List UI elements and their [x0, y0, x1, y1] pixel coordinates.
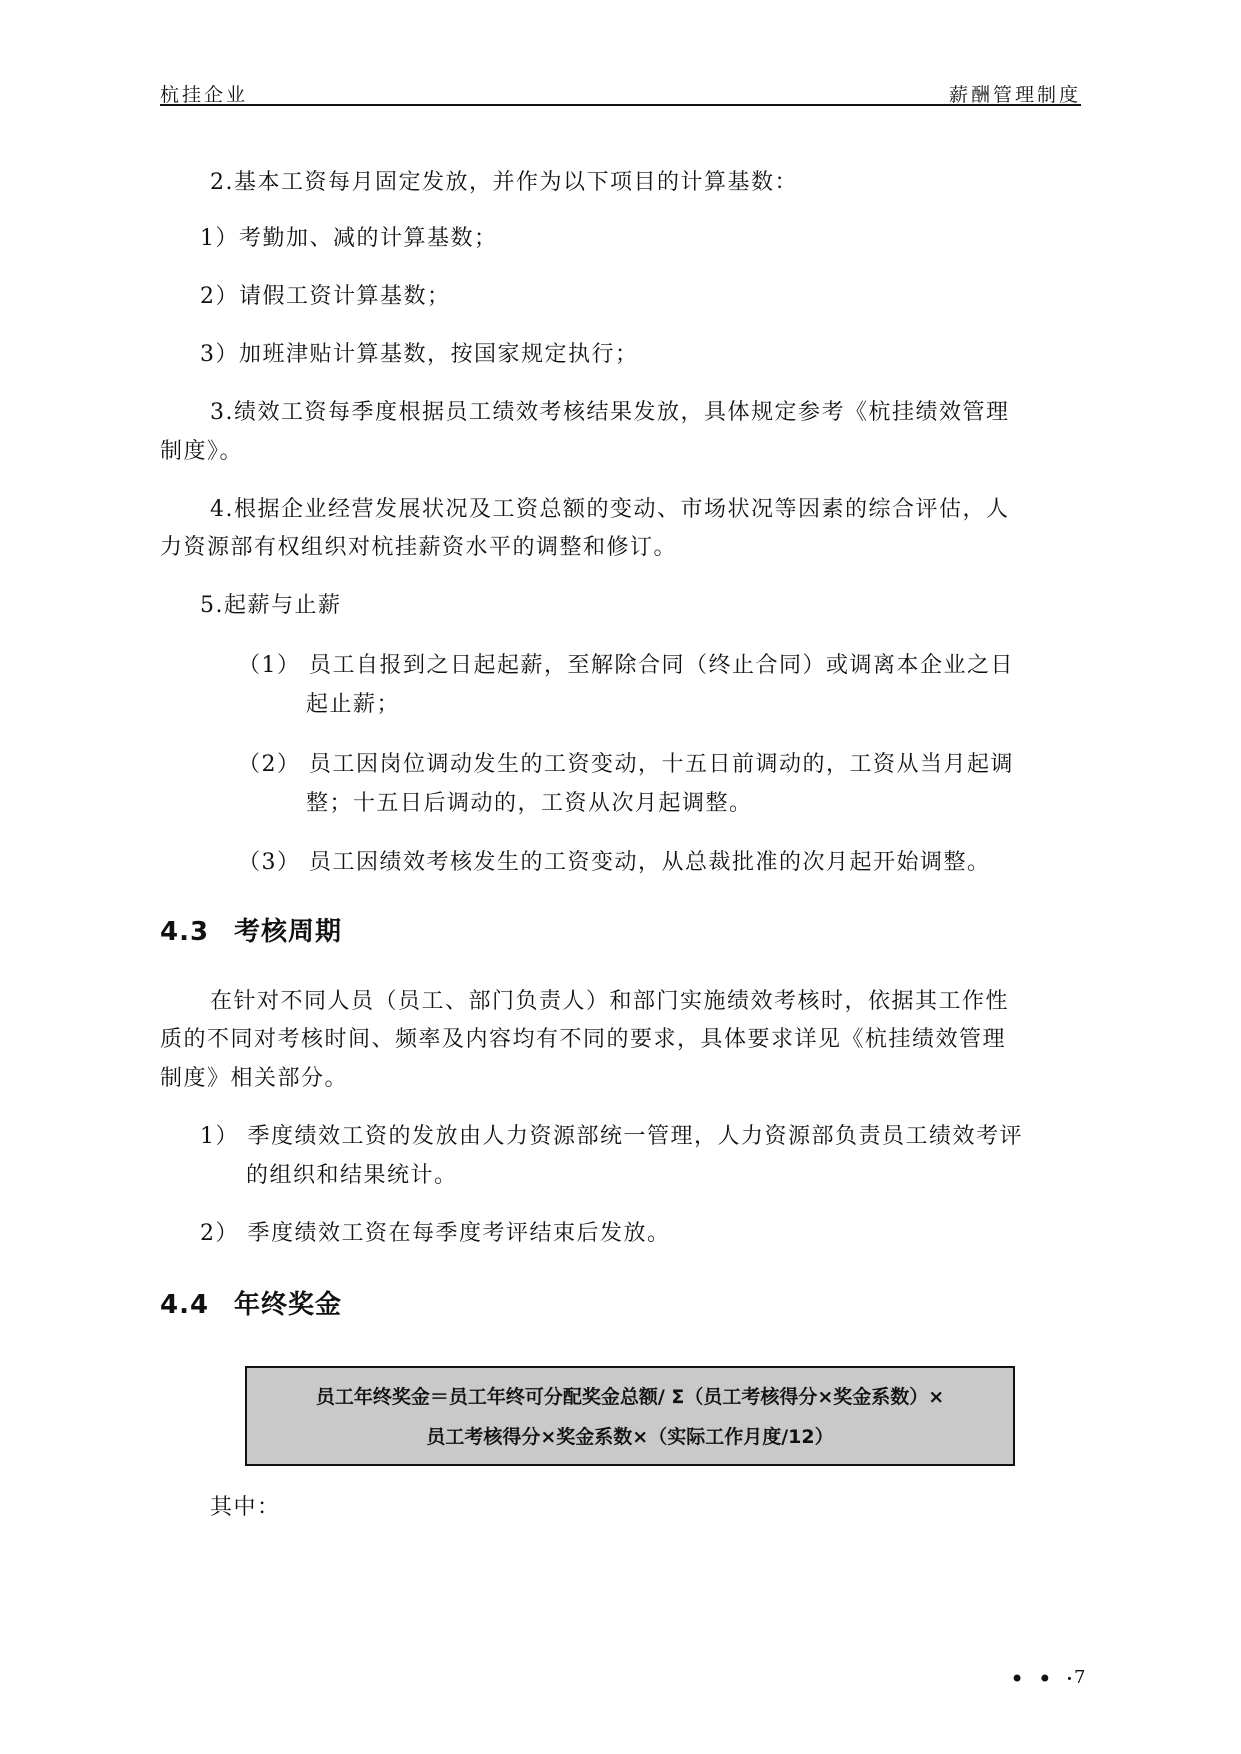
- section-number: 4.3: [160, 917, 210, 947]
- list-item: （3） 员工因绩效考核发生的工资变动，从总裁批准的次月起开始调整。: [238, 850, 991, 875]
- section-title: 年终奖金: [234, 1290, 343, 1320]
- section-number: 4.4: [160, 1290, 210, 1320]
- header-doc-title: 薪酬管理制度: [948, 84, 1081, 106]
- page-number: 7: [1074, 1667, 1086, 1688]
- paragraph-4-line1: 4.根据企业经营发展状况及工资总额的变动、市场状况等因素的综合评估，人: [210, 497, 1010, 522]
- paragraph-5: 5.起薪与止薪: [200, 593, 342, 618]
- header-rule: [160, 104, 1081, 106]
- paragraph-4-line2: 力资源部有权组织对杭挂薪资水平的调整和修订。: [160, 535, 678, 560]
- paragraph-2: 2.基本工资每月固定发放，并作为以下项目的计算基数：: [210, 170, 798, 195]
- formula-note: 其中：: [210, 1495, 281, 1520]
- list-item-continuation: 整；十五日后调动的，工资从次月起调整。: [306, 791, 753, 816]
- section-4-3-intro-line2: 质的不同对考核时间、频率及内容均有不同的要求，具体要求详见《杭挂绩效管理: [160, 1027, 1007, 1052]
- header-company: 杭挂企业: [160, 84, 249, 106]
- bonus-formula-box: [245, 1366, 1015, 1466]
- list-item: 1） 季度绩效工资的发放由人力资源部统一管理，人力资源部负责员工绩效考评: [200, 1124, 1023, 1149]
- list-item-continuation: 起止薪；: [306, 692, 401, 717]
- formula-line-1: 员工年终奖金＝员工年终可分配奖金总额/ Σ（员工考核得分×奖金系数）×: [315, 1386, 945, 1408]
- paragraph-3-line1: 3.绩效工资每季度根据员工绩效考核结果发放，具体规定参考《杭挂绩效管理: [210, 400, 1010, 425]
- footer-dots: • • ·: [1010, 1665, 1077, 1693]
- list-item: （2） 员工因岗位调动发生的工资变动，十五日前调动的，工资从当月起调: [238, 752, 1014, 777]
- formula-line-2: 员工考核得分×奖金系数×（实际工作月度/12）: [426, 1426, 834, 1448]
- list-item: 1）考勤加、减的计算基数；: [200, 226, 498, 251]
- section-heading-4-3: [160, 911, 342, 948]
- list-item: （1） 员工自报到之日起起薪，至解除合同（终止合同）或调离本企业之日: [238, 653, 1014, 678]
- section-title: 考核周期: [234, 917, 343, 947]
- list-item: 3）加班津贴计算基数，按国家规定执行；: [200, 342, 639, 367]
- paragraph-3-line2: 制度》。: [160, 439, 244, 464]
- section-4-3-intro-line1: 在针对不同人员（员工、部门负责人）和部门实施绩效考核时，依据其工作性: [210, 989, 1010, 1014]
- list-item-continuation: 的组织和结果统计。: [246, 1163, 458, 1188]
- list-item: 2） 季度绩效工资在每季度考评结束后发放。: [200, 1221, 671, 1246]
- section-4-3-intro-line3: 制度》相关部分。: [160, 1066, 349, 1091]
- list-item: 2）请假工资计算基数；: [200, 284, 451, 309]
- section-heading-4-4: [160, 1284, 342, 1321]
